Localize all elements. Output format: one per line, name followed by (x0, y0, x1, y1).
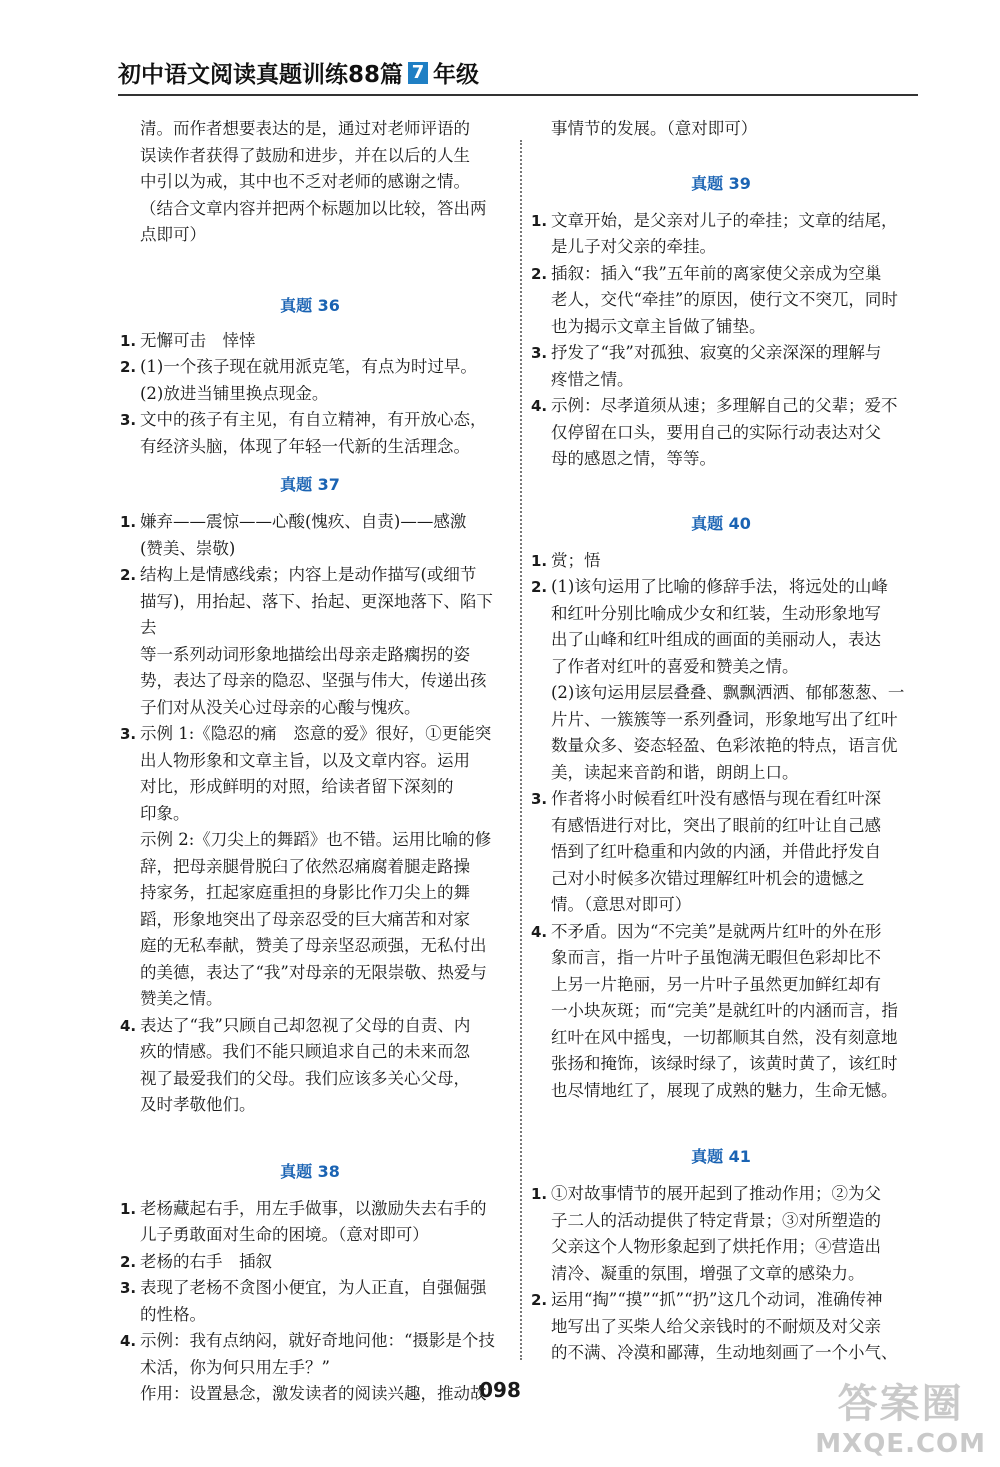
text-line: 情。（意思对即可） (551, 895, 692, 914)
text-line: 示例 2:《刀尖上的舞蹈》也不错。运用比喻的修 (140, 830, 492, 849)
text-line: （结合文章内容并把两个标题加以比较，答出两 (140, 198, 487, 218)
header-rule (118, 94, 918, 96)
text-line: 中引以为戒，其中也不乏对老师的感谢之情。 (140, 172, 470, 191)
text-line: 示例 1:《隐忍的痛 恣意的爱》很好，①更能突 (140, 724, 492, 743)
text-line: 子二人的活动提供了特定背景；③对所塑造的 (551, 1210, 881, 1230)
text-line: (赞美、崇敬) (140, 538, 236, 558)
item-number: 2. (120, 358, 137, 376)
text-line: 文章开始，是父亲对儿子的牵挂；文章的结尾， (551, 210, 898, 230)
section-title-37: 真题 37 (280, 475, 340, 494)
text-line: 清冷、凝重的氛围，增强了文章的感染力。 (551, 1263, 865, 1283)
item-number: 1. (531, 211, 548, 230)
text-line: 印象。 (140, 803, 190, 823)
text-line: 作用：设置悬念，激发读者的阅读兴趣，推动故 (140, 1384, 487, 1403)
section-title-39: 真题 39 (691, 173, 751, 193)
text-line: 事情节的发展。（意对即可） (551, 119, 758, 138)
text-line: 示例：尽孝道须从速；多理解自己的父辈；爱不 (551, 396, 898, 415)
text-line: 老杨的右手 插叙 (140, 1251, 272, 1271)
text-line: 插叙：插入“我”五年前的离家使父亲成为空巢 (551, 263, 882, 283)
text-line: 数量众多、姿态轻盈、色彩浓艳的特点，语言优 (551, 736, 898, 755)
text-line: 儿子勇敢面对生命的困境。（意对即可） (140, 1225, 429, 1244)
text-line: 出人物形象和文章主旨，以及文章内容。运用 (140, 750, 470, 770)
text-line: 父亲这个人物形象起到了烘托作用；④营造出 (551, 1237, 881, 1256)
text-line: 示例：我有点纳闷，就好奇地问他：“摄影是个技 (140, 1331, 495, 1350)
section-title-38: 真题 38 (280, 1161, 340, 1181)
text-line: 表达了“我”只顾自己却忽视了父母的自责、内 (140, 1015, 471, 1035)
text-line: 误读作者获得了鼓励和进步，并在以后的人生 (140, 145, 470, 165)
text-line: 张扬和掩饰，该绿时绿了，该黄时黄了，该红时 (551, 1054, 898, 1073)
text-line: 描写)，用抬起、落下、抬起、更深地落下、陷下去 (140, 591, 493, 637)
text-line: 视了最爱我们的父母。我们应该多关心父母， (140, 1068, 470, 1088)
text-line: 有经济头脑，体现了年轻一代新的生活理念。 (140, 436, 470, 456)
answer-item (531, 574, 911, 786)
answer-item (531, 261, 911, 341)
answer-item (531, 548, 911, 575)
section-title-36: 真题 36 (280, 295, 340, 315)
answer-item (120, 354, 500, 407)
item-number: 2. (531, 264, 548, 283)
text-line: 也为揭示文章主旨做了铺垫。 (551, 316, 766, 336)
answer-item (120, 562, 500, 721)
text-line: 母的感恩之情，等等。 (551, 449, 716, 468)
text-line: 等一系列动词形象地描绘出母亲走路瘸拐的姿 (140, 644, 470, 664)
item-number: 3. (120, 1279, 137, 1297)
item-number: 3. (531, 790, 548, 808)
section-title-40: 真题 40 (691, 513, 751, 533)
answer-item (120, 328, 500, 355)
text-line: 片片、一簇簇等一系列叠词，形象地写出了红叶 (551, 709, 898, 729)
text-line: 及时孝敬他们。 (140, 1095, 256, 1114)
answer-item (120, 721, 500, 1013)
right-column (531, 116, 911, 1367)
text-line: 作者将小时候看红叶没有感悟与现在看红叶深 (551, 789, 881, 808)
text-line: 红叶在风中摇曳，一切都顺其自然，没有刻意地 (551, 1027, 898, 1047)
answer-item (531, 1181, 911, 1287)
watermark-logo (815, 1372, 986, 1459)
text-line: 疚的情感。我们不能只顾追求自己的未来而忽 (140, 1042, 470, 1061)
text-line: 势，表达了母亲的隐忍、坚强与伟大，传递出孩 (140, 671, 487, 690)
item-number: 2. (120, 566, 137, 584)
text-line: 持家务，扛起家庭重担的身影比作刀尖上的舞 (140, 883, 470, 902)
answer-item (120, 1275, 500, 1328)
text-line: 一小块灰斑；而“完美”是就红叶的内涵而言，指 (551, 1001, 898, 1020)
text-line: 也尽情地红了，展现了成熟的魅力，生命无憾。 (551, 1080, 898, 1100)
text-line: 结构上是情感线索；内容上是动作描写(或细节 (140, 565, 477, 584)
item-number: 4. (531, 397, 548, 415)
item-number: 4. (120, 1332, 137, 1350)
item-number: 1. (120, 331, 137, 350)
item-number: 2. (120, 1252, 137, 1271)
watermark-text: 答案圈 (837, 1381, 964, 1427)
text-line: 无懈可击 悻悻 (140, 330, 256, 350)
text-line: 悟到了红叶稳重和内敛的内涵，并借此抒发自 (551, 842, 881, 861)
text-line: 抒发了“我”对孤独、寂寞的父亲深深的理解与 (551, 343, 882, 362)
answer-item (531, 786, 911, 919)
text-line: (1)一个孩子现在就用派克笔，有点为时过早。 (140, 357, 477, 376)
item-number: 3. (120, 725, 137, 743)
text-line: 赞美之情。 (140, 989, 223, 1008)
text-line: 了作者对红叶的喜爱和赞美之情。 (551, 656, 799, 676)
grade-label: 年级 (433, 62, 480, 88)
answer-item (531, 393, 911, 473)
item-number: 1. (120, 1199, 137, 1218)
item-number: 4. (531, 922, 548, 941)
text-line: 出了山峰和红叶组成的画面的美丽动人，表达 (551, 630, 881, 649)
text-line: 点即可） (140, 225, 206, 244)
text-line: 文中的孩子有主见，有自立精神，有开放心态， (140, 410, 487, 429)
text-line: (2)该句运用层层叠叠、飘飘洒洒、郁郁葱葱、一 (551, 683, 905, 702)
book-header (118, 56, 479, 89)
text-line: 老人，交代“牵挂”的原因，使行文不突兀，同时 (551, 290, 898, 309)
text-line: 不矛盾。因为“不完美”是就两片红叶的外在形 (551, 921, 882, 941)
answer-item (120, 407, 500, 460)
text-line: 术活，你为何只用左手？” (140, 1357, 330, 1377)
text-line: 仅停留在口头，要用自己的实际行动表达对父 (551, 422, 881, 442)
text-line: 是儿子对父亲的牵挂。 (551, 237, 716, 256)
item-number: 1. (120, 513, 137, 531)
page-number: 098 (479, 1378, 521, 1402)
text-line: 的美德，表达了“我”对母亲的无限崇敬、热爱与 (140, 962, 487, 982)
item-number: 3. (120, 411, 137, 429)
text-line: 己对小时候多次错过理解红叶机会的遗憾之 (551, 868, 865, 888)
answer-item (531, 208, 911, 261)
item-number: 1. (531, 1185, 548, 1203)
grade-badge: 7 (408, 62, 428, 84)
text-line: 有感悟进行对比，突出了眼前的红叶让自己感 (551, 815, 881, 835)
text-line: 的性格。 (140, 1304, 206, 1324)
item-number: 1. (531, 551, 548, 570)
watermark-url: MXQE.COM (815, 1429, 986, 1459)
answer-item (531, 919, 911, 1105)
text-line: 表现了老杨不贪图小便宜，为人正直，自强倔强 (140, 1278, 487, 1297)
item-number: 2. (531, 578, 548, 596)
text-line: 蹈，形象地突出了母亲忍受的巨大痛苦和对家 (140, 909, 470, 929)
text-line: 象而言，指一片叶子虽饱满无暇但色彩却比不 (551, 948, 881, 967)
column-divider (520, 140, 522, 1360)
answer-item (120, 509, 500, 562)
text-line: (1)该句运用了比喻的修辞手法，将远处的山峰 (551, 577, 888, 596)
answer-item (531, 340, 911, 393)
book-title: 初中语文阅读真题训练88篇 (118, 62, 404, 88)
text-line: 地写出了买柴人给父亲钱时的不耐烦及对父亲 (551, 1316, 881, 1336)
item-number: 2. (531, 1291, 548, 1309)
text-line: 疼惜之情。 (551, 369, 634, 389)
answer-item (120, 1249, 500, 1276)
text-line: 的不满、冷漠和鄙薄，生动地刻画了一个小气、 (551, 1343, 898, 1362)
answer-item (531, 1287, 911, 1367)
text-line: 辞，把母亲腿骨脱臼了依然忍痛腐着腿走路操 (140, 856, 470, 876)
text-line: 赏；悟 (551, 550, 601, 570)
left-column (120, 116, 500, 1408)
text-line: 对比，形成鲜明的对照，给读者留下深刻的 (140, 777, 454, 796)
text-line: (2)放进当铺里换点现金。 (140, 383, 329, 403)
text-line: 运用“掏”“摸”“抓”“扔”这几个动词，准确传神 (551, 1290, 883, 1309)
text-line: 上另一片艳丽，另一片叶子虽然更加鲜红却有 (551, 974, 881, 994)
right-intro (531, 116, 911, 143)
left-intro (120, 116, 500, 249)
text-line: ①对故事情节的展开起到了推动作用；②为父 (551, 1184, 881, 1203)
text-line: 和红叶分别比喻成少女和红装，生动形象地写 (551, 603, 881, 623)
answer-item (120, 1196, 500, 1249)
text-line: 清。而作者想要表达的是，通过对老师评语的 (140, 119, 470, 138)
section-title-41: 真题 41 (691, 1147, 751, 1166)
text-line: 庭的无私奉献，赞美了母亲坚忍顽强，无私付出 (140, 936, 487, 955)
text-line: 老杨藏起右手，用左手做事，以激励失去右手的 (140, 1198, 487, 1218)
item-number: 3. (531, 344, 548, 362)
item-number: 4. (120, 1016, 137, 1035)
text-line: 子们对从没关心过母亲的心酸与愧疚。 (140, 697, 421, 717)
answer-item (120, 1013, 500, 1119)
text-line: 嫌弃——震惊——心酸(愧疚、自责)——感激 (140, 512, 467, 531)
text-line: 美，读起来音韵和谐，朗朗上口。 (551, 762, 799, 782)
